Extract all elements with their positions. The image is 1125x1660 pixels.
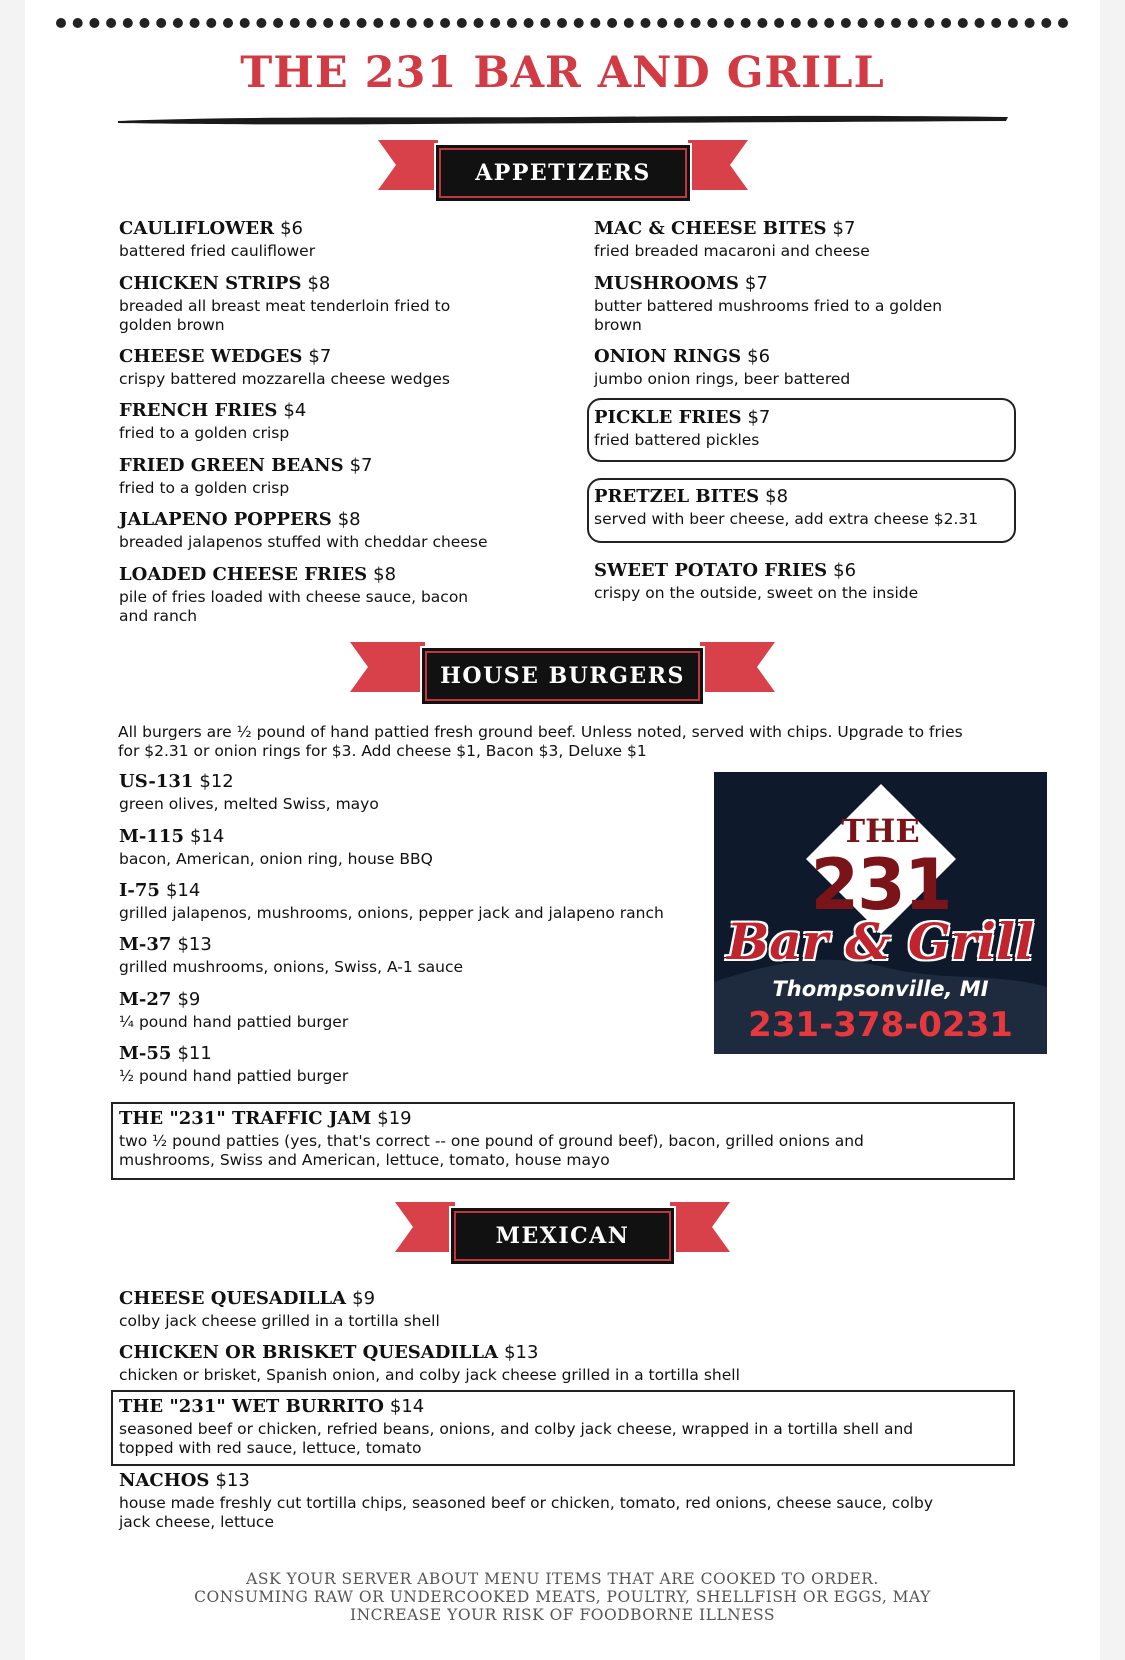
item-description: fried battered pickles	[594, 431, 760, 449]
item-description: two ½ pound patties (yes, that's correct -- one pound of ground beef), bacon, grilled onions and mushrooms, Swiss and American, lettuce, tomato, house mayo	[119, 1132, 864, 1169]
border-dot	[73, 18, 83, 28]
border-dot	[156, 18, 166, 28]
item-description: house made freshly cut tortilla chips, seasoned beef or chicken, tomato, red onions, cheese sauce, colby jack cheese, lettuce	[119, 1494, 934, 1531]
item-description: chicken or brisket, Spanish onion, and colby jack cheese grilled in a tortilla shell	[119, 1366, 740, 1384]
restaurant-title: THE 231 BAR AND GRILL	[240, 48, 885, 98]
item-price: $4	[283, 400, 307, 421]
item-description: fried breaded macaroni and cheese	[594, 242, 870, 260]
border-dot	[357, 18, 367, 28]
border-dot	[624, 18, 634, 28]
menu-item-m-27	[119, 989, 539, 1032]
disclaimer-line-3: INCREASE YOUR RISK OF FOODBORNE ILLNESS	[350, 1606, 775, 1624]
item-price: $19	[377, 1108, 412, 1129]
item-description: green olives, melted Swiss, mayo	[119, 795, 379, 813]
border-dot	[190, 18, 200, 28]
menu-item-loaded-cheese-fries	[119, 564, 489, 626]
border-dot	[440, 18, 450, 28]
border-dot	[123, 18, 133, 28]
item-price: $6	[280, 218, 303, 239]
border-dot	[524, 18, 534, 28]
menu-item-mushrooms	[594, 273, 964, 335]
menu-item-mac-cheese-bites	[594, 218, 1014, 261]
item-name: US-131	[119, 771, 194, 792]
item-price: $14	[165, 880, 201, 901]
item-description: bacon, American, onion ring, house BBQ	[119, 850, 433, 868]
item-description: butter battered mushrooms fried to a golden brown	[594, 297, 943, 334]
border-dot	[791, 18, 801, 28]
border-dot	[808, 18, 818, 28]
item-name: JALAPENO POPPERS	[119, 509, 332, 530]
border-dot	[89, 18, 99, 28]
border-dot	[858, 18, 868, 28]
border-dot	[991, 18, 1001, 28]
brush-stroke-divider	[118, 112, 1008, 126]
menu-item-cheese-quesadilla	[119, 1288, 539, 1331]
item-price: $11	[177, 1043, 212, 1064]
item-description: served with beer cheese, add extra cheese $2.31	[594, 510, 979, 528]
menu-item-i-75	[119, 880, 699, 923]
item-name: THE "231" WET BURRITO	[119, 1396, 384, 1417]
menu-item-jalapeno-poppers	[119, 509, 559, 552]
menu-item-m-37	[119, 934, 539, 977]
border-dot	[173, 18, 183, 28]
border-dot	[390, 18, 400, 28]
border-dot	[908, 18, 918, 28]
appetizers-banner	[378, 135, 748, 205]
burgers-intro: All burgers are ½ pound of hand pattied fresh ground beef. Unless noted, served with chips. Upgrade to fries for $2.31 or onion rings for $3. Add cheese $1, Bacon $3, Deluxe $1	[118, 723, 963, 760]
item-price: $7	[308, 346, 332, 367]
border-dot	[641, 18, 651, 28]
item-price: $13	[504, 1342, 539, 1363]
item-description: jumbo onion rings, beer battered	[594, 370, 851, 388]
item-price: $7	[349, 455, 373, 476]
item-name: PRETZEL BITES	[594, 486, 760, 507]
menu-item-cauliflower	[119, 218, 539, 261]
border-dot	[590, 18, 600, 28]
border-dot	[106, 18, 116, 28]
item-description: breaded jalapenos stuffed with cheddar cheese	[119, 533, 488, 551]
item-name: CHICKEN OR BRISKET QUESADILLA	[119, 1342, 499, 1363]
border-dot	[874, 18, 884, 28]
border-dot	[540, 18, 550, 28]
disclaimer-line-2: CONSUMING RAW OR UNDERCOOKED MEATS, POULTRY, SHELLFISH OR EGGS, MAY	[194, 1588, 931, 1606]
house-burgers-heading: HOUSE BURGERS	[440, 663, 685, 689]
item-price: $13	[177, 934, 212, 955]
item-name: CHEESE QUESADILLA	[119, 1288, 347, 1309]
border-dot	[891, 18, 901, 28]
border-dot	[657, 18, 667, 28]
item-price: $14	[189, 826, 225, 847]
item-price: $6	[833, 560, 857, 581]
logo-number: 231	[810, 844, 951, 926]
item-name: THE "231" TRAFFIC JAM	[119, 1108, 372, 1129]
border-dot	[1058, 18, 1068, 28]
item-name: I-75	[119, 880, 160, 901]
menu-item-sweet-potato-fries	[594, 560, 1014, 603]
item-price: $7	[747, 407, 771, 428]
border-dot	[1041, 18, 1051, 28]
item-price: $7	[744, 273, 768, 294]
item-name: M-55	[119, 1043, 172, 1064]
menu-item-pickle-fries	[594, 407, 1014, 450]
item-description: crispy on the outside, sweet on the inside	[594, 584, 919, 602]
restaurant-logo	[714, 772, 1047, 1054]
disclaimer-line-1: ASK YOUR SERVER ABOUT MENU ITEMS THAT ARE COOKED TO ORDER.	[246, 1570, 879, 1588]
menu-item-m-115	[119, 826, 539, 869]
item-description: fried to a golden crisp	[119, 424, 290, 442]
border-dot	[474, 18, 484, 28]
menu-item-chicken-brisket-quesadilla	[119, 1342, 919, 1385]
logo-the: THE	[841, 812, 920, 850]
border-dot	[975, 18, 985, 28]
border-dot	[691, 18, 701, 28]
menu-item-wet-burrito	[119, 1396, 959, 1458]
item-description: seasoned beef or chicken, refried beans, onions, and colby jack cheese, wrapped in a tortilla shell and topped with red sauce, lettuce, tomato	[119, 1420, 914, 1457]
dotted-border	[55, 16, 1070, 30]
mexican-banner	[395, 1200, 730, 1270]
item-price: $9	[177, 989, 201, 1010]
item-name: M-27	[119, 989, 172, 1010]
item-name: FRIED GREEN BEANS	[119, 455, 344, 476]
menu-item-m-55	[119, 1043, 539, 1086]
item-description: ¼ pound hand pattied burger	[119, 1013, 349, 1031]
item-price: $8	[337, 509, 361, 530]
menu-item-chicken-strips	[119, 273, 479, 335]
menu-item-us-131	[119, 771, 539, 814]
mexican-heading: MEXICAN	[495, 1223, 630, 1249]
border-dot	[340, 18, 350, 28]
menu-item-french-fries	[119, 400, 539, 443]
menu-item-cheese-wedges	[119, 346, 539, 389]
item-description: battered fried cauliflower	[119, 242, 316, 260]
item-name: MUSHROOMS	[594, 273, 739, 294]
border-dot	[140, 18, 150, 28]
item-description: breaded all breast meat tenderloin fried to golden brown	[119, 297, 451, 334]
item-price: $13	[215, 1470, 250, 1491]
border-dot	[457, 18, 467, 28]
item-price: $12	[199, 771, 234, 792]
item-name: SWEET POTATO FRIES	[594, 560, 828, 581]
border-dot	[256, 18, 266, 28]
item-description: grilled jalapenos, mushrooms, onions, pepper jack and jalapeno ranch	[119, 904, 664, 922]
border-dot	[607, 18, 617, 28]
border-dot	[1008, 18, 1018, 28]
menu-item-traffic-jam	[119, 1108, 919, 1170]
item-name: ONION RINGS	[594, 346, 742, 367]
border-dot	[724, 18, 734, 28]
item-description: ½ pound hand pattied burger	[119, 1067, 349, 1085]
item-name: NACHOS	[119, 1470, 210, 1491]
item-price: $8	[373, 564, 397, 585]
border-dot	[841, 18, 851, 28]
border-dot	[206, 18, 216, 28]
item-name: PICKLE FRIES	[594, 407, 742, 428]
item-price: $7	[832, 218, 856, 239]
border-dot	[924, 18, 934, 28]
item-description: crispy battered mozzarella cheese wedges	[119, 370, 450, 388]
item-name: CHEESE WEDGES	[119, 346, 303, 367]
border-dot	[223, 18, 233, 28]
logo-phone: 231-378-0231	[748, 1005, 1013, 1045]
border-dot	[273, 18, 283, 28]
menu-item-nachos	[119, 1470, 959, 1532]
menu-item-fried-green-beans	[119, 455, 539, 498]
border-dot	[774, 18, 784, 28]
item-price: $14	[389, 1396, 425, 1417]
menu-item-onion-rings	[594, 346, 1014, 389]
item-price: $8	[765, 486, 789, 507]
border-dot	[240, 18, 250, 28]
item-price: $6	[747, 346, 771, 367]
border-dot	[557, 18, 567, 28]
item-price: $8	[307, 273, 331, 294]
house-burgers-banner	[350, 640, 775, 710]
item-name: M-115	[119, 826, 184, 847]
item-name: CAULIFLOWER	[119, 218, 275, 239]
border-dot	[1025, 18, 1035, 28]
food-safety-disclaimer	[0, 1570, 1125, 1624]
border-dot	[674, 18, 684, 28]
border-dot	[574, 18, 584, 28]
border-dot	[423, 18, 433, 28]
menu-item-pretzel-bites	[594, 486, 1014, 529]
item-description: fried to a golden crisp	[119, 479, 290, 497]
item-name: FRENCH FRIES	[119, 400, 278, 421]
item-description: grilled mushrooms, onions, Swiss, A-1 sauce	[119, 958, 464, 976]
border-dot	[741, 18, 751, 28]
border-dot	[824, 18, 834, 28]
item-name: CHICKEN STRIPS	[119, 273, 302, 294]
border-dot	[490, 18, 500, 28]
item-description: pile of fries loaded with cheese sauce, bacon and ranch	[119, 588, 469, 625]
border-dot	[307, 18, 317, 28]
item-price: $9	[352, 1288, 376, 1309]
border-dot	[707, 18, 717, 28]
border-dot	[757, 18, 767, 28]
logo-bar-grill: Bar & Grill	[727, 912, 1034, 971]
border-dot	[373, 18, 383, 28]
appetizers-heading: APPETIZERS	[475, 160, 651, 186]
border-dot	[56, 18, 66, 28]
border-dot	[407, 18, 417, 28]
border-dot	[958, 18, 968, 28]
border-dot	[323, 18, 333, 28]
border-dot	[290, 18, 300, 28]
item-description: colby jack cheese grilled in a tortilla shell	[119, 1312, 440, 1330]
item-name: MAC & CHEESE BITES	[594, 218, 827, 239]
border-dot	[941, 18, 951, 28]
logo-city: Thompsonville, MI	[772, 977, 989, 1001]
item-name: LOADED CHEESE FRIES	[119, 564, 368, 585]
border-dot	[507, 18, 517, 28]
item-name: M-37	[119, 934, 172, 955]
